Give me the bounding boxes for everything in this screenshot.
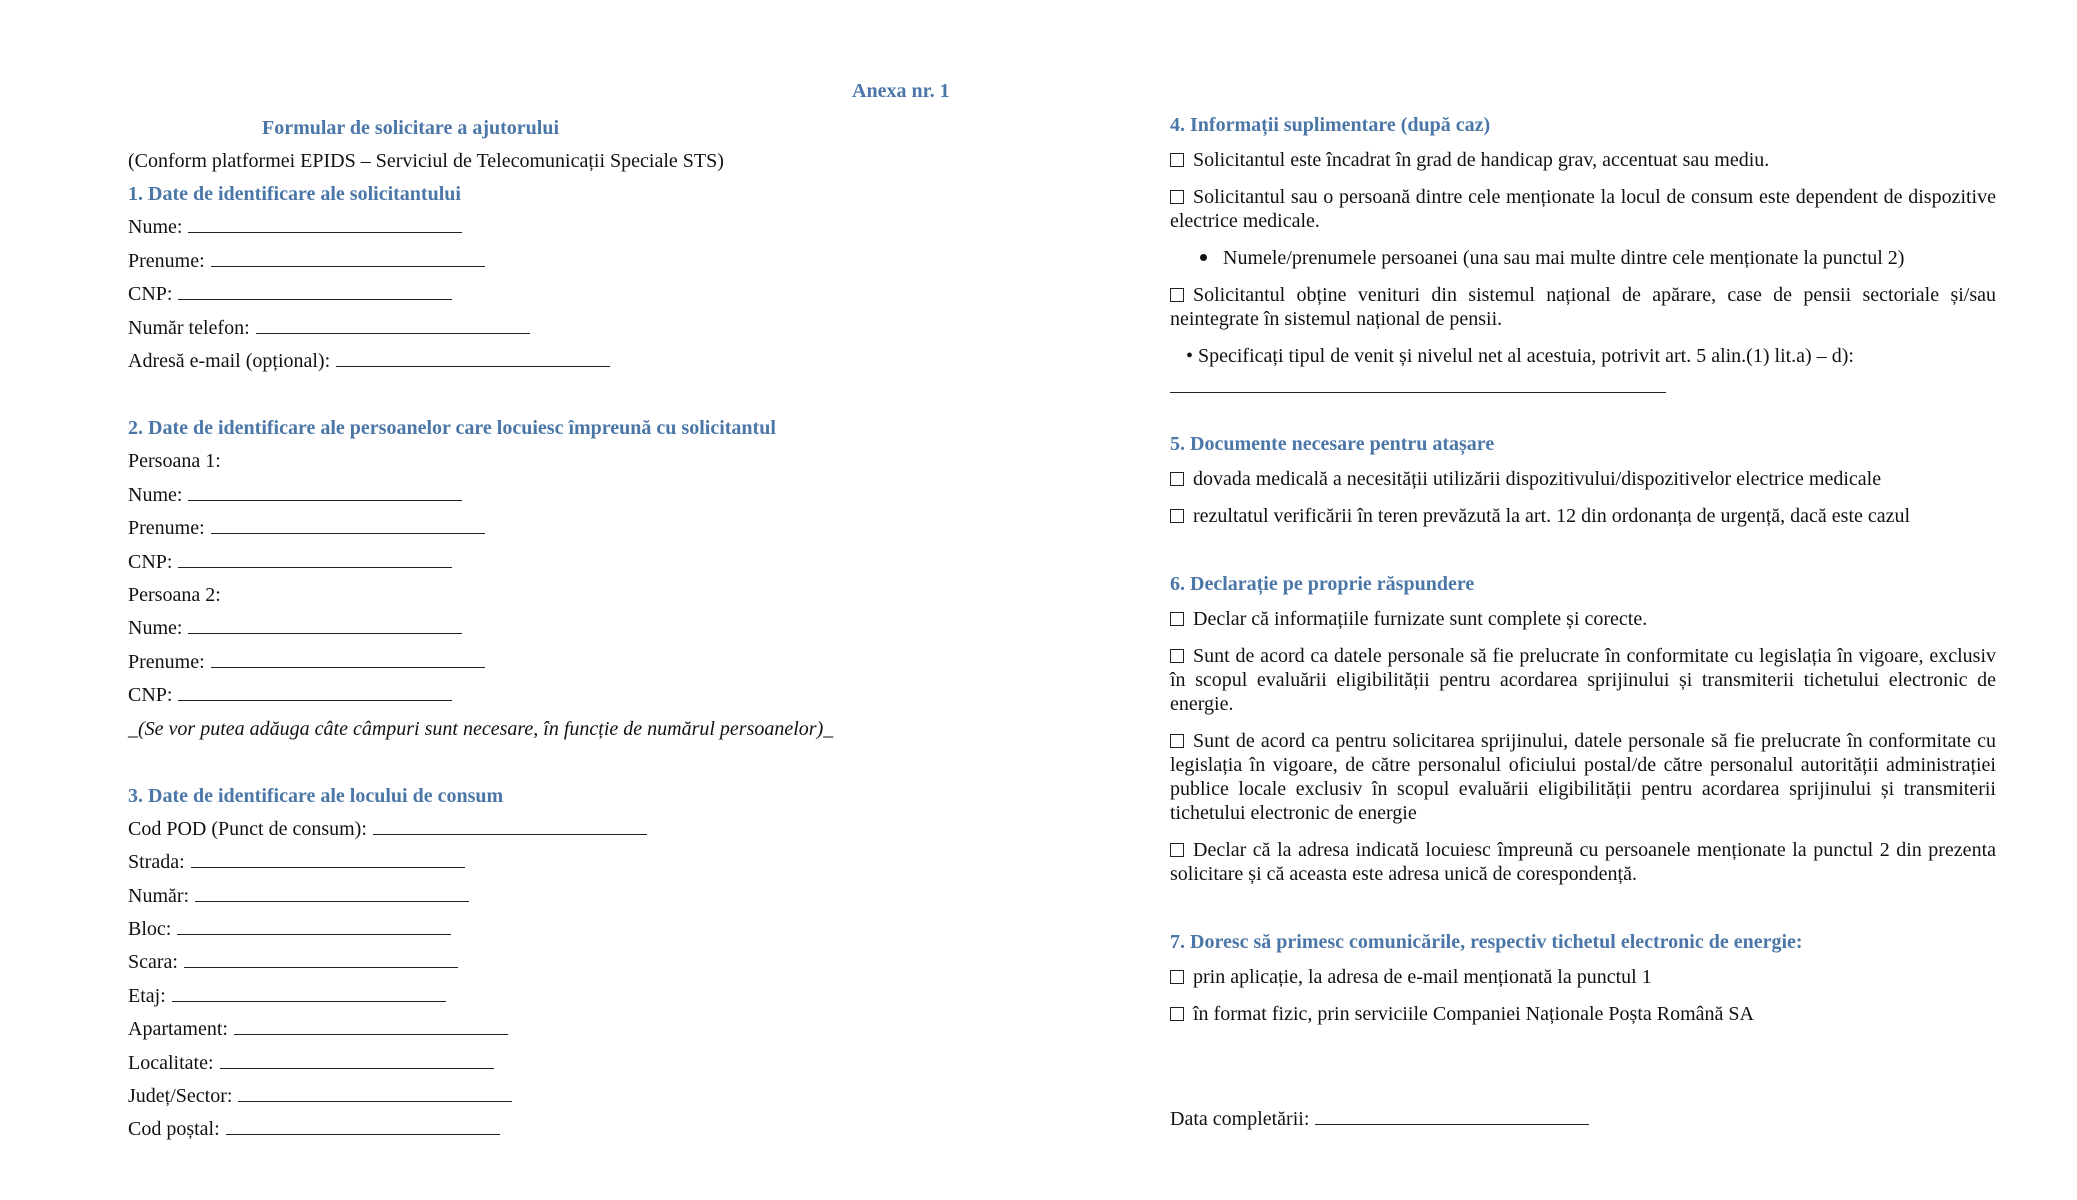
fill-line[interactable]	[188, 216, 462, 233]
field-label: CNP:	[128, 684, 173, 707]
field-label: Scara:	[128, 951, 178, 974]
checkbox-label: rezultatul verificării în teren prevăzută la art. 12 din ordonanța de urgență, dacă este cazul	[1193, 505, 1911, 527]
field-label: Localitate:	[128, 1051, 214, 1074]
checkbox-item	[1170, 185, 1996, 233]
checkbox-item	[1170, 838, 1996, 886]
field-label: Nume:	[128, 617, 183, 640]
section7-heading: 7. Doresc să primesc comunicările, respectiv tichetul electronic de energie:	[1170, 931, 1803, 953]
field-row	[128, 646, 888, 679]
field-row	[128, 612, 888, 645]
field-row	[128, 345, 888, 378]
checkbox-item	[1170, 283, 1996, 331]
checkbox[interactable]	[1170, 843, 1184, 857]
fill-line[interactable]	[211, 517, 485, 534]
subtitle: (Conform platformei EPIDS – Serviciul de Telecomunicații Speciale STS)	[128, 150, 724, 172]
checkbox[interactable]	[1170, 734, 1184, 748]
checkbox-label: prin aplicație, la adresa de e-mail menționată la punctul 1	[1193, 966, 1652, 988]
field-row	[128, 980, 888, 1013]
checkbox-label: Solicitantul sau o persoană dintre cele menționate la locul de consum este dependent de dispozitive electrice medicale.	[1170, 186, 1996, 232]
checkbox[interactable]	[1170, 649, 1184, 663]
fill-line[interactable]	[256, 317, 530, 334]
checkbox-label: Declar că informațiile furnizate sunt complete și corecte.	[1193, 608, 1648, 630]
section4-heading: 4. Informații suplimentare (după caz)	[1170, 114, 1491, 136]
checkbox-item	[1170, 148, 1996, 172]
field-label: Adresă e-mail (opțional):	[128, 350, 331, 373]
field-label: Prenume:	[128, 650, 205, 673]
date-fill-line[interactable]	[1315, 1108, 1589, 1125]
field-row	[128, 1047, 888, 1080]
field-label: CNP:	[128, 550, 173, 573]
fill-line[interactable]	[191, 851, 465, 868]
field-label: Județ/Sector:	[128, 1084, 233, 1107]
section6-heading: 6. Declarație pe proprie răspundere	[1170, 573, 1475, 595]
field-label: Număr:	[128, 884, 190, 907]
field-row	[128, 211, 888, 244]
bullet-icon	[1200, 254, 1207, 261]
fill-line[interactable]	[238, 1085, 512, 1102]
checkbox[interactable]	[1170, 190, 1184, 204]
field-row	[128, 846, 888, 879]
checkbox-label: Sunt de acord ca datele personale să fie prelucrate în conformitate cu legislația în vigoare, exclusiv în scopul evaluării eligibilității pentru acordarea sprijinului și transmiterii tichetului electronic de energie.	[1170, 645, 1996, 715]
field-row	[128, 880, 888, 913]
field-row	[128, 679, 888, 712]
fill-line[interactable]	[211, 250, 485, 267]
annex-number: Anexa nr. 1	[852, 80, 950, 102]
section2-heading: 2. Date de identificare ale persoanelor care locuiesc împreună cu solicitantul	[128, 417, 776, 440]
fill-line[interactable]	[178, 283, 452, 300]
date-row	[1170, 1103, 1996, 1136]
field-label: CNP:	[128, 283, 173, 306]
fill-line[interactable]	[178, 684, 452, 701]
checkbox[interactable]	[1170, 288, 1184, 302]
bullet-text: Numele/prenumele persoanei (una sau mai multe dintre cele menționate la punctul 2)	[1223, 247, 1905, 269]
checkbox[interactable]	[1170, 509, 1184, 523]
fill-line[interactable]	[211, 651, 485, 668]
checkbox-label: Declar că la adresa indicată locuiesc împreună cu persoanele menționate la punctul 2 din prezenta solicitare și că aceasta este adresa unică de corespondență.	[1170, 839, 1996, 885]
fill-line[interactable]	[226, 1118, 500, 1135]
fill-line[interactable]	[373, 818, 647, 835]
field-label: Prenume:	[128, 249, 205, 272]
checkbox-label: dovada medicală a necesității utilizării dispozitivului/dispozitivelor electrice medicale	[1193, 468, 1882, 490]
checkbox-item	[1170, 729, 1996, 825]
bullet-item	[1200, 246, 1996, 270]
checkbox[interactable]	[1170, 970, 1184, 984]
section1-heading: 1. Date de identificare ale solicitantului	[128, 183, 461, 206]
fill-line[interactable]	[172, 985, 446, 1002]
field-row	[128, 512, 888, 545]
fill-line[interactable]	[184, 951, 458, 968]
fill-line[interactable]	[234, 1018, 508, 1035]
field-label: Număr telefon:	[128, 316, 250, 339]
field-label: Nume:	[128, 483, 183, 506]
checkbox[interactable]	[1170, 472, 1184, 486]
person2-label: Persoana 2:	[128, 584, 221, 607]
right-column	[1170, 112, 1996, 1136]
checkbox-label: Solicitantul este încadrat în grad de handicap grav, accentuat sau mediu.	[1193, 149, 1770, 171]
field-row	[128, 946, 888, 979]
section5-heading: 5. Documente necesare pentru atașare	[1170, 433, 1495, 455]
field-row	[128, 312, 888, 345]
field-row	[128, 1013, 888, 1046]
person1-label: Persoana 1:	[128, 450, 221, 473]
income-fill-line[interactable]	[1170, 372, 1666, 393]
checkbox-item	[1170, 965, 1996, 989]
checkbox-item	[1170, 644, 1996, 716]
field-label: Nume:	[128, 216, 183, 239]
field-row	[128, 479, 888, 512]
checkbox[interactable]	[1170, 612, 1184, 626]
field-row	[128, 546, 888, 579]
field-label: Bloc:	[128, 917, 172, 940]
checkbox-label: în format fizic, prin serviciile Companiei Naționale Poșta Română SA	[1193, 1003, 1754, 1025]
field-row	[128, 1080, 888, 1113]
checkbox[interactable]	[1170, 153, 1184, 167]
fill-line[interactable]	[220, 1052, 494, 1069]
section3-heading: 3. Date de identificare ale locului de consum	[128, 784, 504, 807]
checkbox-item	[1170, 1002, 1996, 1026]
form-title: Formular de solicitare a ajutorului	[261, 117, 559, 139]
field-label: Strada:	[128, 851, 185, 874]
field-row	[128, 1113, 888, 1146]
field-row	[128, 245, 888, 278]
fill-line[interactable]	[188, 484, 462, 501]
fill-line[interactable]	[177, 918, 451, 935]
date-label: Data completării:	[1170, 1108, 1310, 1130]
field-row	[128, 913, 888, 946]
field-label: Etaj:	[128, 984, 166, 1007]
field-label: Prenume:	[128, 517, 205, 540]
fill-line[interactable]	[336, 350, 610, 367]
checkbox-item	[1170, 607, 1996, 631]
checkbox-label: Sunt de acord ca pentru solicitarea sprijinului, datele personale să fie prelucrate în conformitate cu legislația în vigoare, de către personalul oficiului postal/de către personalul autorității administrației publice locale exclusiv în scopul evaluării eligibilității pentru acordarea sprijinului și transmiterii tichetului electronic de energie	[1170, 730, 1996, 824]
fill-line[interactable]	[178, 551, 452, 568]
field-label: Apartament:	[128, 1018, 228, 1041]
field-label: Cod poștal:	[128, 1118, 220, 1141]
add-fields-note: _(Se vor putea adăuga câte câmpuri sunt necesare, în funcție de numărul persoanelor)_	[128, 717, 834, 740]
income-spec: • Specificați tipul de venit și nivelul net al acestuia, potrivit art. 5 alin.(1) lit.a) – d):	[1186, 345, 1854, 367]
field-row	[128, 278, 888, 311]
field-label: Cod POD (Punct de consum):	[128, 817, 367, 840]
checkbox-label: Solicitantul obține venituri din sistemul național de apărare, case de pensii sectoriale și/sau neintegrate în sistemul național de pensii.	[1170, 284, 1996, 330]
checkbox[interactable]	[1170, 1007, 1184, 1021]
left-column	[128, 112, 888, 1147]
fill-line[interactable]	[188, 617, 462, 634]
checkbox-item	[1170, 467, 1996, 491]
field-row	[128, 813, 888, 846]
fill-line[interactable]	[195, 885, 469, 902]
checkbox-item	[1170, 504, 1996, 528]
